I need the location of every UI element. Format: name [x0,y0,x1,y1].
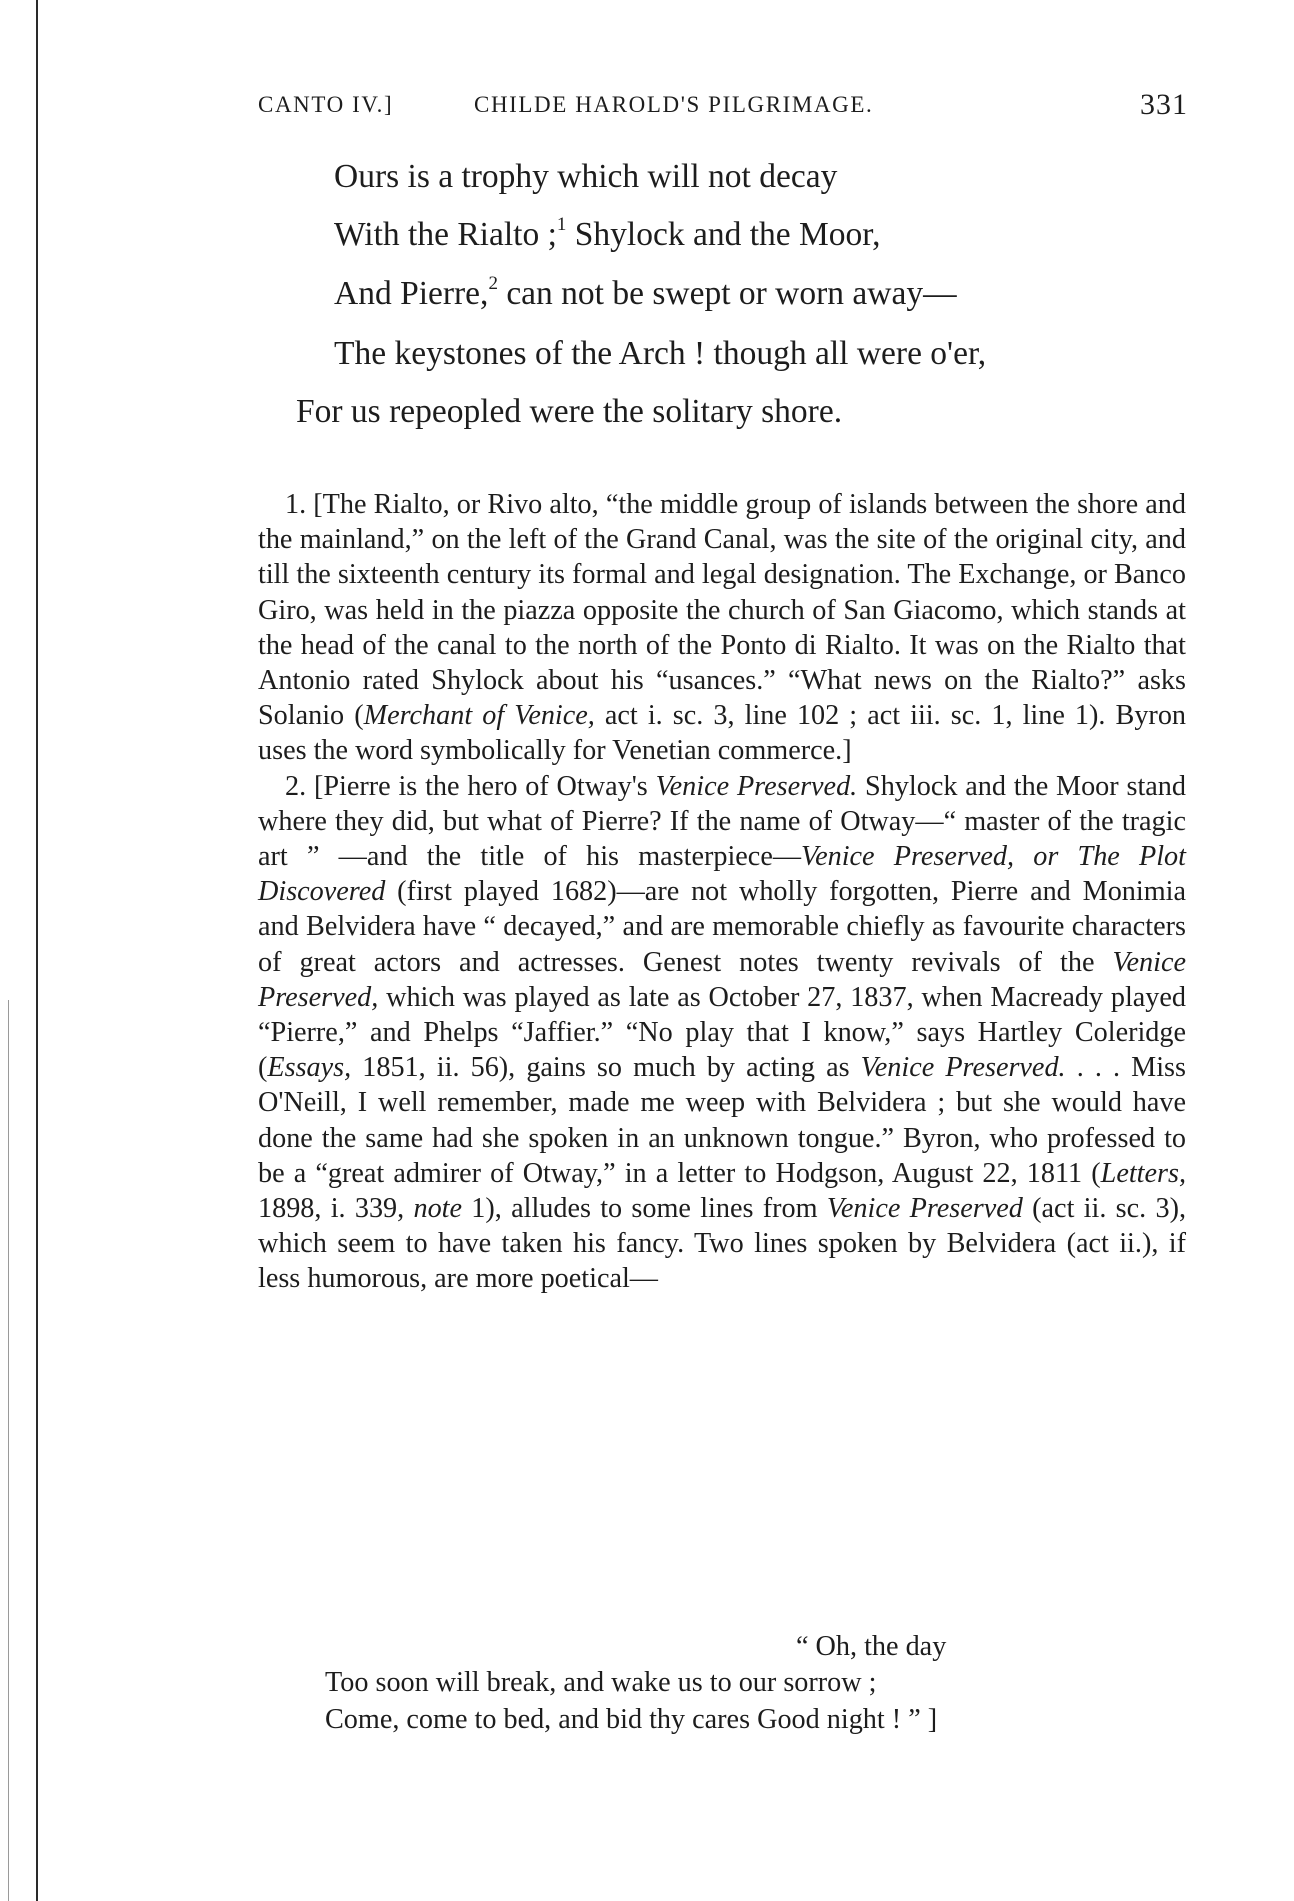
note2-text-b: Shylock and the Moor stand where they did, but what of Pierre? If the name of Otway—“ master of the tragic art ” —and the title of his masterpiece— [258,770,1186,873]
poem-line-3-end: can not be swept or worn away— [497,275,957,312]
note2-text-f: . . . Miss O'Neill, I well remember, made me weep with Belvidera ; but she would have done the same had she spoken in an unknown tongue.” Byron, who professed to be a “great admirer of Otway,” in a letter to Hodgson, August 22, 1811 ( [258,1052,1186,1189]
page-number: 331 [1140,88,1188,121]
note2-text-h: 1), alludes to some lines from [462,1193,827,1225]
note2-text-a: 2. [Pierre is the hero of Otway's [285,770,656,802]
note2-italic-3: Venice Preserved, [258,946,1186,1013]
poem-line-3 [334,272,957,313]
note2-italic-5: Venice Preserved. [860,1052,1066,1084]
note2-text-c: (first played 1682)—are not wholly forgotten, Pierre and Monimia and Belvidera have “ decayed,” and are memorable chiefly as favourite characters of great actors and actresses. Genest notes twenty revivals of the [258,876,1186,978]
poem-line-1: Ours is a trophy which will not decay [334,158,838,195]
quote-line-1: “ Oh, the day [796,1631,947,1662]
poem-line-3-start: And Pierre, [334,275,489,312]
note2-text-g: 1898, i. 339, [258,1193,414,1225]
note2-italic-6: Letters, [1100,1157,1186,1189]
footnote-ref-1[interactable]: 1 [556,213,567,235]
note2-text-d: which was played as late as October 27, 1837, when Macready played “Pierre,” and Phelps “Jaffier.” “No play that I know,” says Hartley Coleridge ( [258,981,1186,1084]
note2-italic-2: Venice Preserved, or The Plot Discovered [258,841,1186,908]
note2-italic-8: Venice Preserved [826,1193,1023,1225]
quote-line-3: Come, come to bed, and bid thy cares Good night ! ” ] [325,1704,938,1735]
note2-italic-4: Essays, [267,1052,352,1084]
quote-line-2: Too soon will break, and wake us to our sorrow ; [325,1667,877,1698]
footnote-2 [258,769,1186,1297]
note2-italic-7: note [413,1193,463,1225]
note1-italic-title: Merchant of Venice, [363,700,595,732]
poem-line-2-end: Shylock and the Moor, [566,216,881,253]
header-title: CHILDE HAROLD'S PILGRIMAGE. [474,92,874,117]
note2-text-i: (act ii. sc. 3), which seem to have taken his fancy. Two lines spoken by Belvidera (act ii.), if less humorous, are more poetical— [258,1193,1187,1295]
note1-text-b: act i. sc. 3, line 102 ; act iii. sc. 1, line 1). Byron uses the word symbolically for Venetian commerce.] [258,700,1187,767]
poem-line-5: For us repeopled were the solitary shore. [296,393,843,430]
poem-line-2 [334,213,881,254]
poem-line-2-start: With the Rialto ; [334,216,557,253]
poem-line-4: The keystones of the Arch ! though all were o'er, [334,335,987,372]
footnote-ref-2[interactable]: 2 [488,272,498,294]
note2-text-e: 1851, ii. 56), gains so much by acting as [351,1052,861,1084]
running-header [258,88,1188,128]
note2-italic-1: Venice Preserved. [655,770,858,802]
footnote-1 [258,487,1186,769]
header-canto: CANTO IV.] [258,92,394,117]
footnotes [258,487,1186,1297]
note1-text-a: 1. [The Rialto, or Rivo alto, “the middle group of islands between the shore and the mainland,” on the left of the Grand Canal, was the site of the original city, and till the sixteenth century its formal and legal designation. The Exchange, or Banco Giro, was held in the piazza opposite the church of San Giacomo, which stands at the head of the canal to the north of the Ponto di Rialto. It was on the Rialto that Antonio rated Shylock about his “usances.” “What news on the Rialto?” asks Solanio ( [258,489,1186,732]
